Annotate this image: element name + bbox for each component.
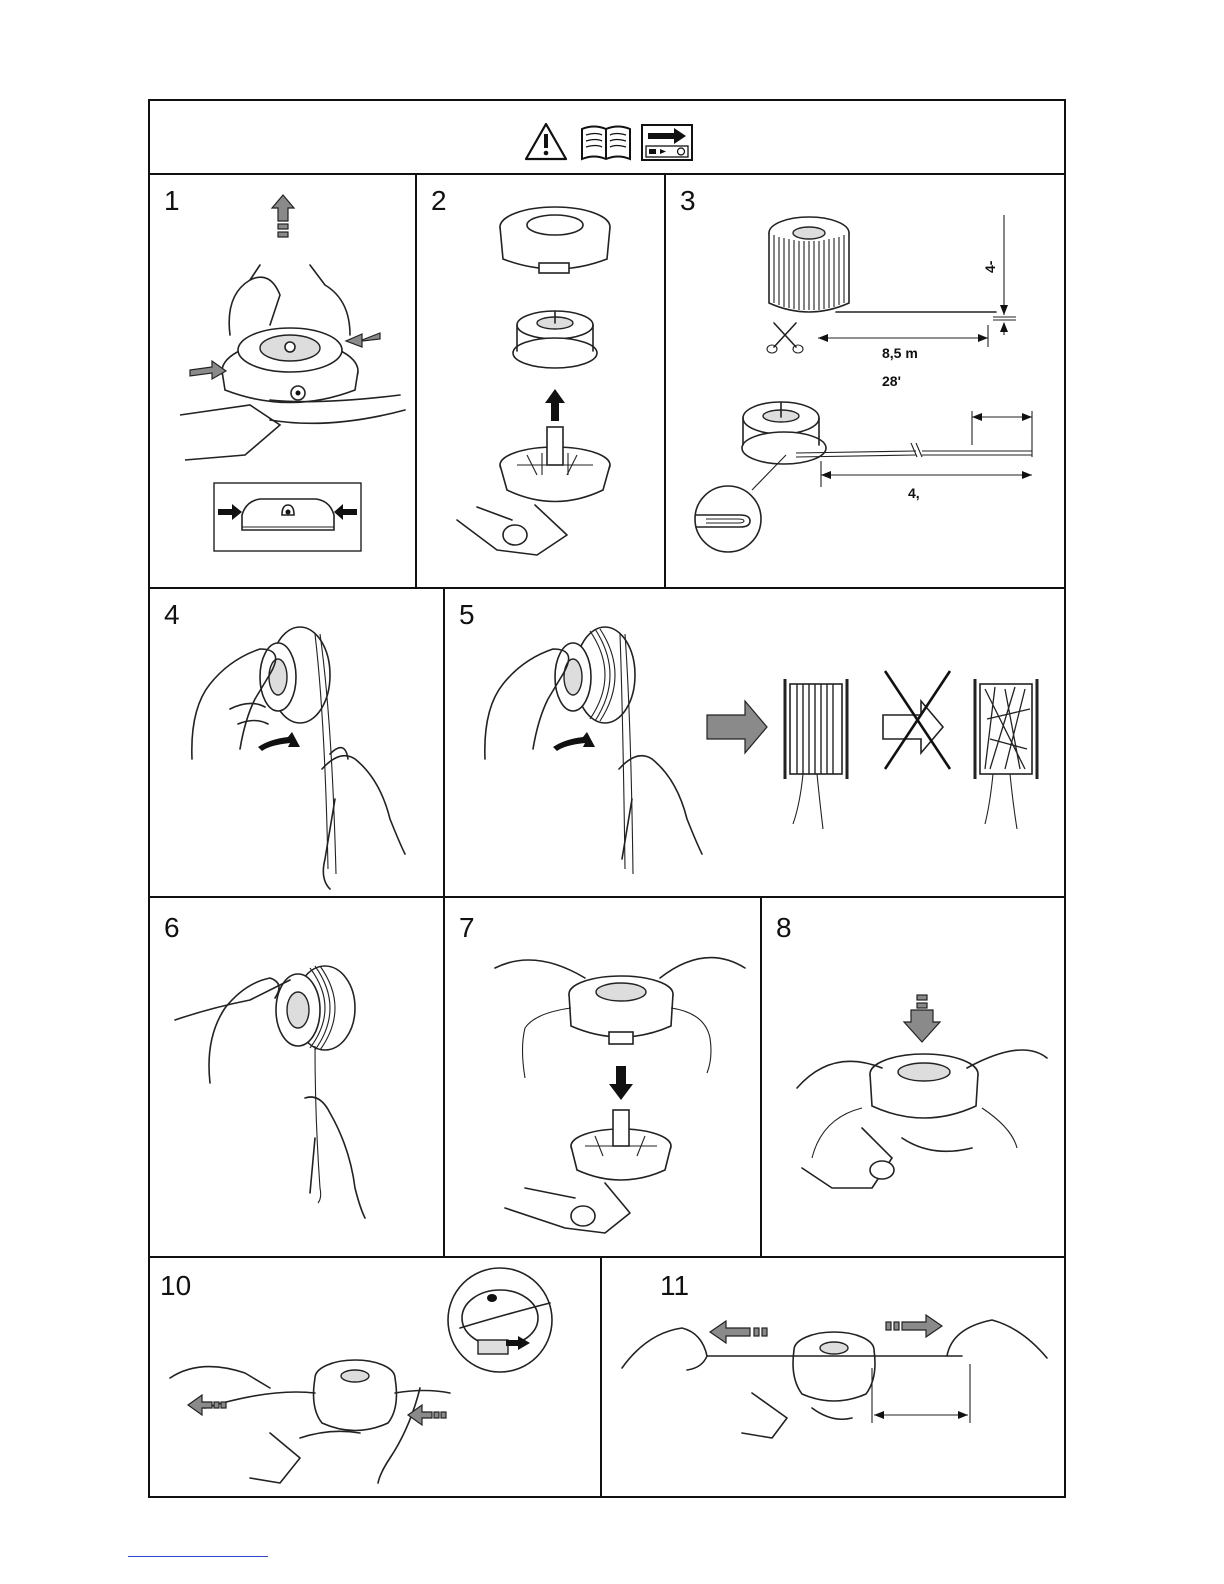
step-number: 2	[431, 185, 447, 216]
spool-cover	[500, 207, 610, 273]
down-arrow-icon	[609, 1066, 633, 1100]
step-2-panel	[417, 175, 664, 587]
right-arrow-icon	[902, 1315, 942, 1337]
step-6-illustration	[150, 898, 443, 1256]
step-10-panel	[150, 1258, 600, 1498]
step-2-illustration	[417, 175, 664, 587]
step-number: 3	[680, 185, 696, 216]
step-3-illustration	[666, 175, 1066, 587]
step-3-panel	[666, 175, 1066, 587]
header-icons	[524, 121, 696, 163]
step-1-illustration	[150, 175, 415, 587]
instruction-card-icon	[642, 125, 692, 160]
step-5-illustration	[445, 589, 1066, 896]
step-4-illustration	[150, 589, 443, 896]
trimmer-head-base	[457, 427, 610, 555]
manual-book-icon	[582, 127, 630, 160]
lower-measure-label: 4,	[908, 485, 920, 501]
step-number: 6	[164, 912, 180, 943]
correct-winding	[785, 679, 847, 829]
line-spool	[513, 311, 597, 368]
left-arrow-icon	[188, 1395, 212, 1415]
up-arrow-icon	[545, 389, 565, 421]
step-5-panel	[445, 589, 1066, 896]
line-reel	[769, 217, 849, 312]
step-number: 10	[160, 1270, 192, 1301]
down-arrow-icon	[904, 995, 940, 1042]
step-6-panel	[150, 898, 443, 1256]
spool-with-line	[742, 402, 826, 464]
step-10-illustration	[150, 1258, 600, 1498]
detail-magnifier	[695, 486, 761, 552]
step-8-panel	[762, 898, 1066, 1256]
line-length-metric: 8,5 m	[882, 345, 918, 361]
step-4-panel	[150, 589, 443, 896]
left-arrow-icon	[408, 1405, 432, 1425]
step-8-illustration	[762, 898, 1066, 1256]
rotate-arrow-icon	[553, 732, 595, 751]
step-1-panel	[150, 175, 415, 587]
step-number: 7	[459, 912, 475, 943]
incorrect-winding	[975, 679, 1037, 829]
gray-arrow-icon	[707, 701, 767, 753]
left-arrow-icon	[710, 1321, 750, 1343]
footer-link-underline	[128, 1556, 268, 1557]
step-7-illustration	[445, 898, 760, 1256]
instruction-sheet	[148, 99, 1066, 1498]
scissors-icon	[767, 323, 803, 353]
step-number: 1	[164, 185, 180, 216]
warning-triangle-icon	[526, 124, 566, 159]
step-number: 11	[660, 1270, 690, 1301]
side-measure-label: 4-	[982, 260, 998, 273]
step-11-panel	[602, 1258, 1066, 1498]
line-length-imperial: 28'	[882, 373, 901, 389]
step-number: 4	[164, 599, 180, 630]
step-number: 5	[459, 599, 475, 630]
rotate-arrow-icon	[258, 732, 300, 751]
up-arrow-icon	[272, 195, 294, 237]
step-11-illustration	[602, 1258, 1066, 1498]
detail-magnifier	[448, 1268, 552, 1372]
step-7-panel	[445, 898, 760, 1256]
step-number: 8	[776, 912, 792, 943]
